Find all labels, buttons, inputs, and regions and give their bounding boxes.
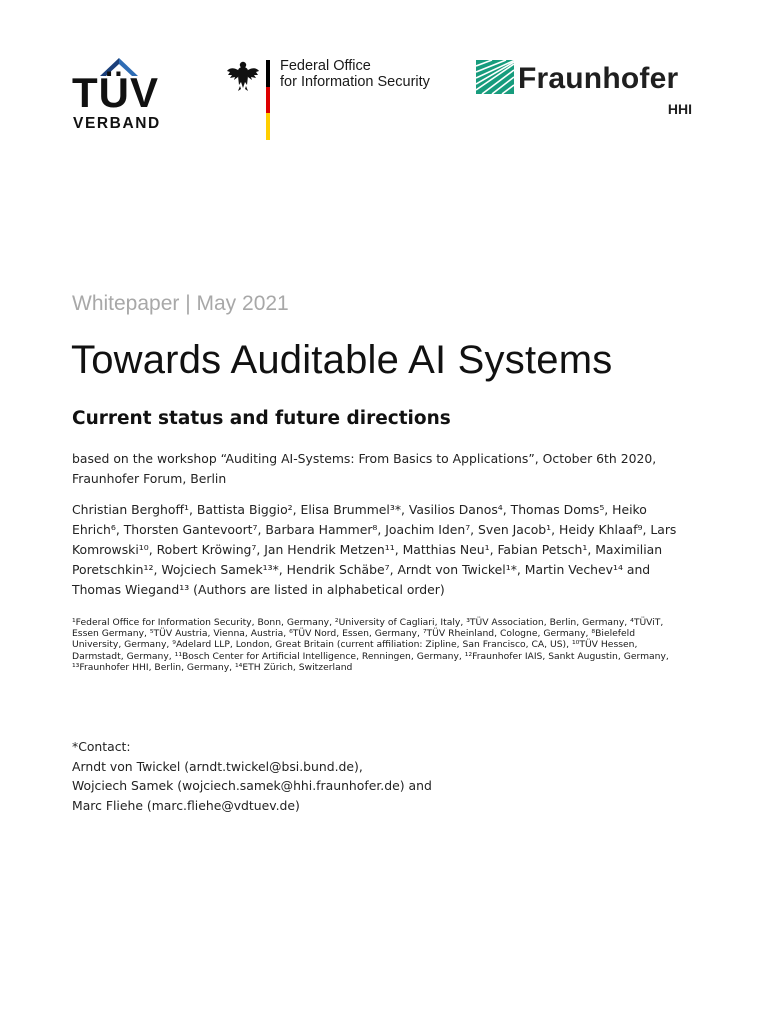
tuv-logo-text: TÜV — [72, 69, 159, 116]
bsi-logo-text — [280, 58, 430, 90]
fraunhofer-logo-text: Fraunhofer — [518, 62, 679, 95]
contact-line: Marc Fliehe (marc.fliehe@vdtuev.de) — [72, 798, 300, 814]
workshop-note: based on the workshop “Auditing AI-Systems: From Basics to Applications”, October 6th 2020, Fraunhofer Forum, Berlin — [72, 451, 657, 486]
german-flag-bar — [266, 60, 270, 140]
contact-heading: *Contact: — [72, 739, 131, 754]
page-title: Towards Auditable AI Systems — [71, 338, 613, 382]
author-list: Christian Berghoff¹, Battista Biggio², Elisa Brummel³*, Vasilios Danos⁴, Thomas Doms⁵, Heiko Ehrich⁶, Thorsten Gantevoort⁷, Barbara Hammer⁸, Joachim Iden⁷, Sven Jacob¹, Heidy Khlaaf⁹, Lars Komrowski¹⁰, Robert Kröwing⁷, Jan Hendrik Metzen¹¹, Matthias Neu¹, Fabian Petsch¹, Maximilian Poretschkin¹², Wojciech Samek¹³*, Hendrik Schäbe⁷, Arndt von Twickel¹*, Martin Vechev¹⁴ and Thomas Wiegand¹³ (Authors are listed in alphabetical order) — [72, 502, 677, 597]
contact-line: Arndt von Twickel (arndt.twickel@bsi.bund.de), — [72, 758, 363, 774]
federal-eagle-icon — [226, 58, 260, 92]
tuv-verband-logo — [72, 56, 172, 136]
bsi-logo-line2: for Information Security — [280, 74, 430, 90]
affiliation-list: ¹Federal Office for Information Security, Bonn, Germany, ²University of Cagliari, Italy, ³TÜV Association, Berlin, Germany, ⁴TÜViT, Essen Germany, ⁵TÜV Austria, Vienna, Austria, ⁶TÜV Nord, Essen, Germany, ⁷TÜV Rheinland, Cologne, Germany, ⁸Bielefeld University, Germany, ⁹Adelard LLP, London, Great Britain (current affiliation: Zipline, San Francisco, CA, US), ¹⁰TÜV Hessen, Darmstadt, Germany, ¹¹Bosch Center for Artificial Intelligence, Renningen, Germany, ¹²Fraunhofer IAIS, Sankt Augustin, Germany, ¹³Fraunhofer HHI, Berlin, Germany, ¹⁴ETH Zürich, Switzerland — [72, 617, 669, 673]
page-subtitle: Current status and future directions — [72, 408, 451, 429]
contact-line: Wojciech Samek (wojciech.samek@hhi.fraunhofer.de) and — [72, 778, 432, 794]
bsi-logo — [226, 58, 436, 142]
document-kicker: Whitepaper | May 2021 — [72, 292, 289, 315]
contact-block — [72, 737, 672, 816]
fraunhofer-logo-subtitle: HHI — [667, 101, 692, 117]
tuv-logo-subtitle: VERBAND — [73, 115, 161, 132]
fraunhofer-mark-icon — [476, 60, 514, 94]
fraunhofer-logo — [476, 60, 696, 120]
bsi-logo-line1: Federal Office — [280, 58, 371, 74]
